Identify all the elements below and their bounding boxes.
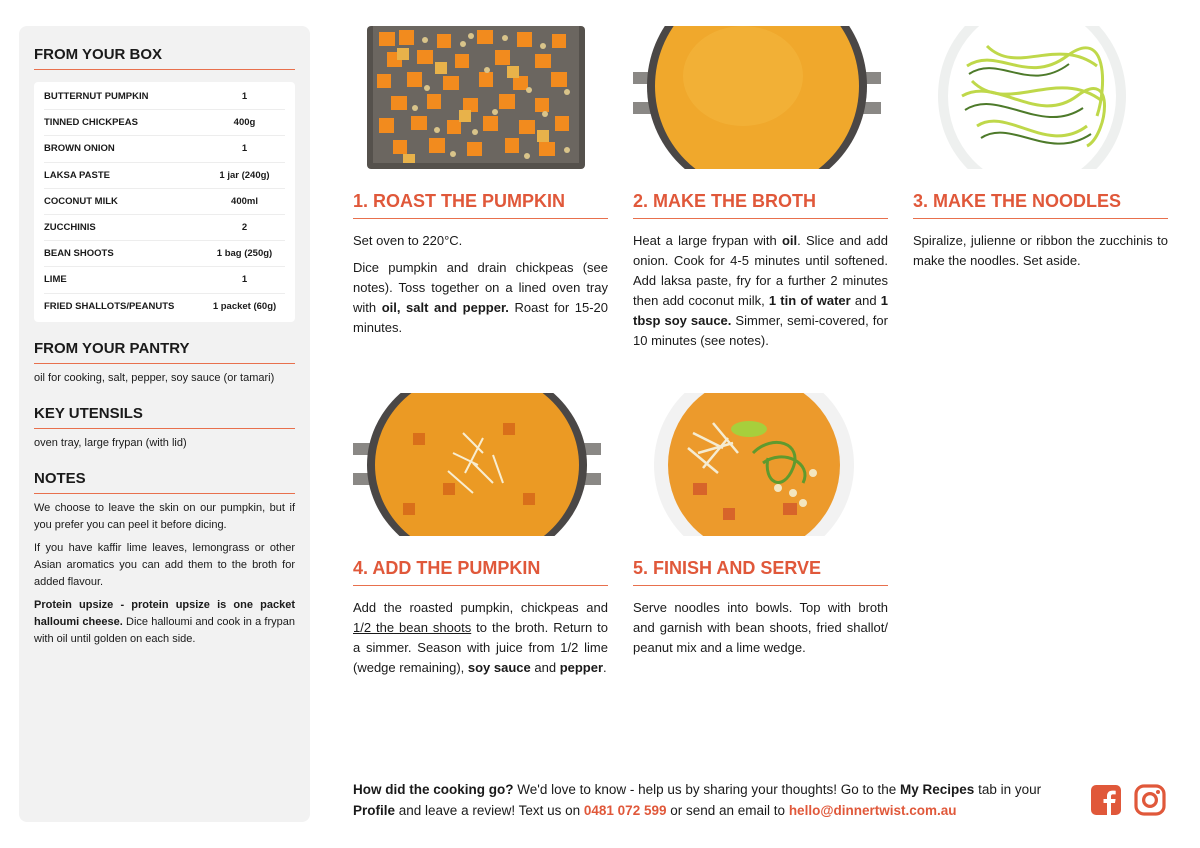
step-1-instructions (353, 231, 608, 338)
ingredient-qty: 1 bag (250g) (216, 248, 273, 260)
facebook-icon[interactable] (1090, 784, 1122, 816)
footer-text: tab in your (974, 782, 1042, 797)
ingredient-name: BROWN ONION (44, 143, 115, 155)
ingredient-name: COCONUT MILK (44, 195, 118, 207)
box-ingredients-table (34, 82, 295, 322)
text-run: . Slice and add onion. Cook for 4-5 minutes until softened. Add laksa paste, fry for a further 2 minutes then add coconut milk, (633, 233, 889, 308)
step-4-instructions (353, 598, 608, 678)
ingredients-sidebar (19, 26, 310, 822)
box-heading: FROM YOUR BOX (34, 46, 295, 70)
ingredient-qty: 1 (241, 143, 248, 155)
step-text: Serve noodles into bowls. Top with broth and garnish with bean shoots, fried shallot/ peanut mix and a lime wedge. (633, 600, 888, 655)
profile-link[interactable]: Profile (353, 803, 396, 818)
step-4-title: 4. ADD THE PUMPKIN (353, 558, 608, 586)
notes-heading: NOTES (34, 470, 295, 494)
text-run: Roast for 15-20 minutes. (353, 300, 608, 335)
step-text (353, 598, 608, 678)
table-row (44, 84, 285, 110)
text-run: and (850, 293, 881, 308)
step-text: Set oven to 220°C. (353, 233, 463, 248)
text-bold: oil (781, 233, 798, 248)
text-bold: soy sauce (467, 660, 531, 675)
ingredient-qty: 1 jar (240g) (219, 169, 270, 181)
footer-question: How did the cooking go? (353, 782, 514, 797)
feedback-footer (353, 779, 1078, 821)
table-row (44, 241, 285, 267)
note-bold: Protein upsize - protein upsize is one packet halloumi cheese. (34, 598, 295, 628)
text-run: . (603, 660, 607, 675)
broth-photo (633, 26, 881, 169)
step-2 (633, 26, 888, 351)
footer-text: We'd love to know - help us by sharing your thoughts! Go to the (513, 782, 901, 797)
ingredient-name: BEAN SHOOTS (44, 248, 114, 260)
pantry-text: oil for cooking, salt, pepper, soy sauce (or tamari) (34, 371, 275, 384)
pantry-heading: FROM YOUR PANTRY (34, 340, 295, 364)
table-row (44, 136, 285, 162)
step-3-title: 3. MAKE THE NOODLES (913, 191, 1168, 219)
step-4 (353, 393, 608, 678)
table-row (44, 189, 285, 215)
ingredient-qty: 400ml (231, 195, 258, 207)
ingredient-qty: 2 (241, 222, 248, 234)
text-bold: 1 tin of water (768, 293, 851, 308)
note-paragraph (34, 597, 295, 648)
ingredient-name: FRIED SHALLOTS/PEANUTS (44, 301, 175, 313)
roast-pumpkin-photo (367, 26, 585, 169)
text-run: Dice pumpkin and drain chickpeas (see notes). Toss together on a lined oven tray with (353, 260, 608, 315)
note-paragraph: If you have kaffir lime leaves, lemongrass or other Asian aromatics you can add them to the broth for added flavour. (34, 541, 295, 588)
step-text (353, 258, 608, 338)
text-bold: pepper (559, 660, 604, 675)
text-run: Simmer, semi-covered, for 10 minutes (see notes). (633, 313, 888, 348)
instagram-icon[interactable] (1134, 784, 1166, 816)
table-row (44, 294, 285, 320)
table-row (44, 163, 285, 189)
utensils-text: oven tray, large frypan (with lid) (34, 436, 187, 449)
step-text: Spiralize, julienne or ribbon the zucchinis to make the noodles. Set aside. (913, 233, 1168, 268)
step-2-instructions (633, 231, 888, 351)
utensils-heading: KEY UTENSILS (34, 405, 295, 429)
step-5-title: 5. FINISH AND SERVE (633, 558, 888, 586)
footer-text: or send an email to (666, 803, 789, 818)
table-row (44, 110, 285, 136)
finished-laksa-photo (653, 393, 855, 536)
step-1-title: 1. ROAST THE PUMPKIN (353, 191, 608, 219)
ingredient-name: TINNED CHICKPEAS (44, 117, 138, 129)
add-pumpkin-photo (353, 393, 601, 536)
step-1 (353, 26, 608, 338)
text-run: Heat a large frypan with (633, 233, 782, 248)
step-text (633, 231, 888, 351)
ingredient-qty: 400g (233, 117, 256, 129)
text-bold: 1 tbsp soy sauce. (633, 293, 888, 328)
text-run: to the broth. Return to a simmer. Season with juice from 1/2 lime (wedge remaining), (353, 620, 609, 675)
ingredient-name: BUTTERNUT PUMPKIN (44, 91, 149, 103)
ingredient-name: LIME (44, 274, 67, 286)
step-3-instructions (913, 231, 1168, 271)
text-underlined: 1/2 the bean shoots (353, 620, 472, 635)
phone-link[interactable]: 0481 072 599 (583, 803, 667, 818)
zucchini-noodles-photo (937, 26, 1127, 169)
ingredient-qty: 1 (241, 91, 248, 103)
my-recipes-link[interactable]: My Recipes (900, 782, 975, 797)
text-bold: oil, salt and pepper. (381, 300, 509, 315)
step-5 (633, 393, 888, 658)
text-run: and (530, 660, 560, 675)
ingredient-qty: 1 packet (60g) (212, 301, 277, 313)
ingredient-qty: 1 (241, 274, 248, 286)
step-3 (913, 26, 1168, 271)
note-paragraph: We choose to leave the skin on our pumpkin, but if you prefer you can peel it before dicing. (34, 501, 295, 531)
step-5-instructions (633, 598, 888, 658)
ingredient-name: ZUCCHINIS (44, 222, 96, 234)
footer-text: and leave a review! Text us on (395, 803, 584, 818)
email-link[interactable]: hello@dinnertwist.com.au (788, 803, 957, 818)
table-row (44, 215, 285, 241)
step-2-title: 2. MAKE THE BROTH (633, 191, 888, 219)
ingredient-name: LAKSA PASTE (44, 169, 110, 181)
text-run: Add the roasted pumpkin, chickpeas and (353, 600, 608, 615)
note-text: Dice halloumi and cook in a frypan with oil until golden on each side. (34, 615, 295, 645)
table-row (44, 267, 285, 293)
